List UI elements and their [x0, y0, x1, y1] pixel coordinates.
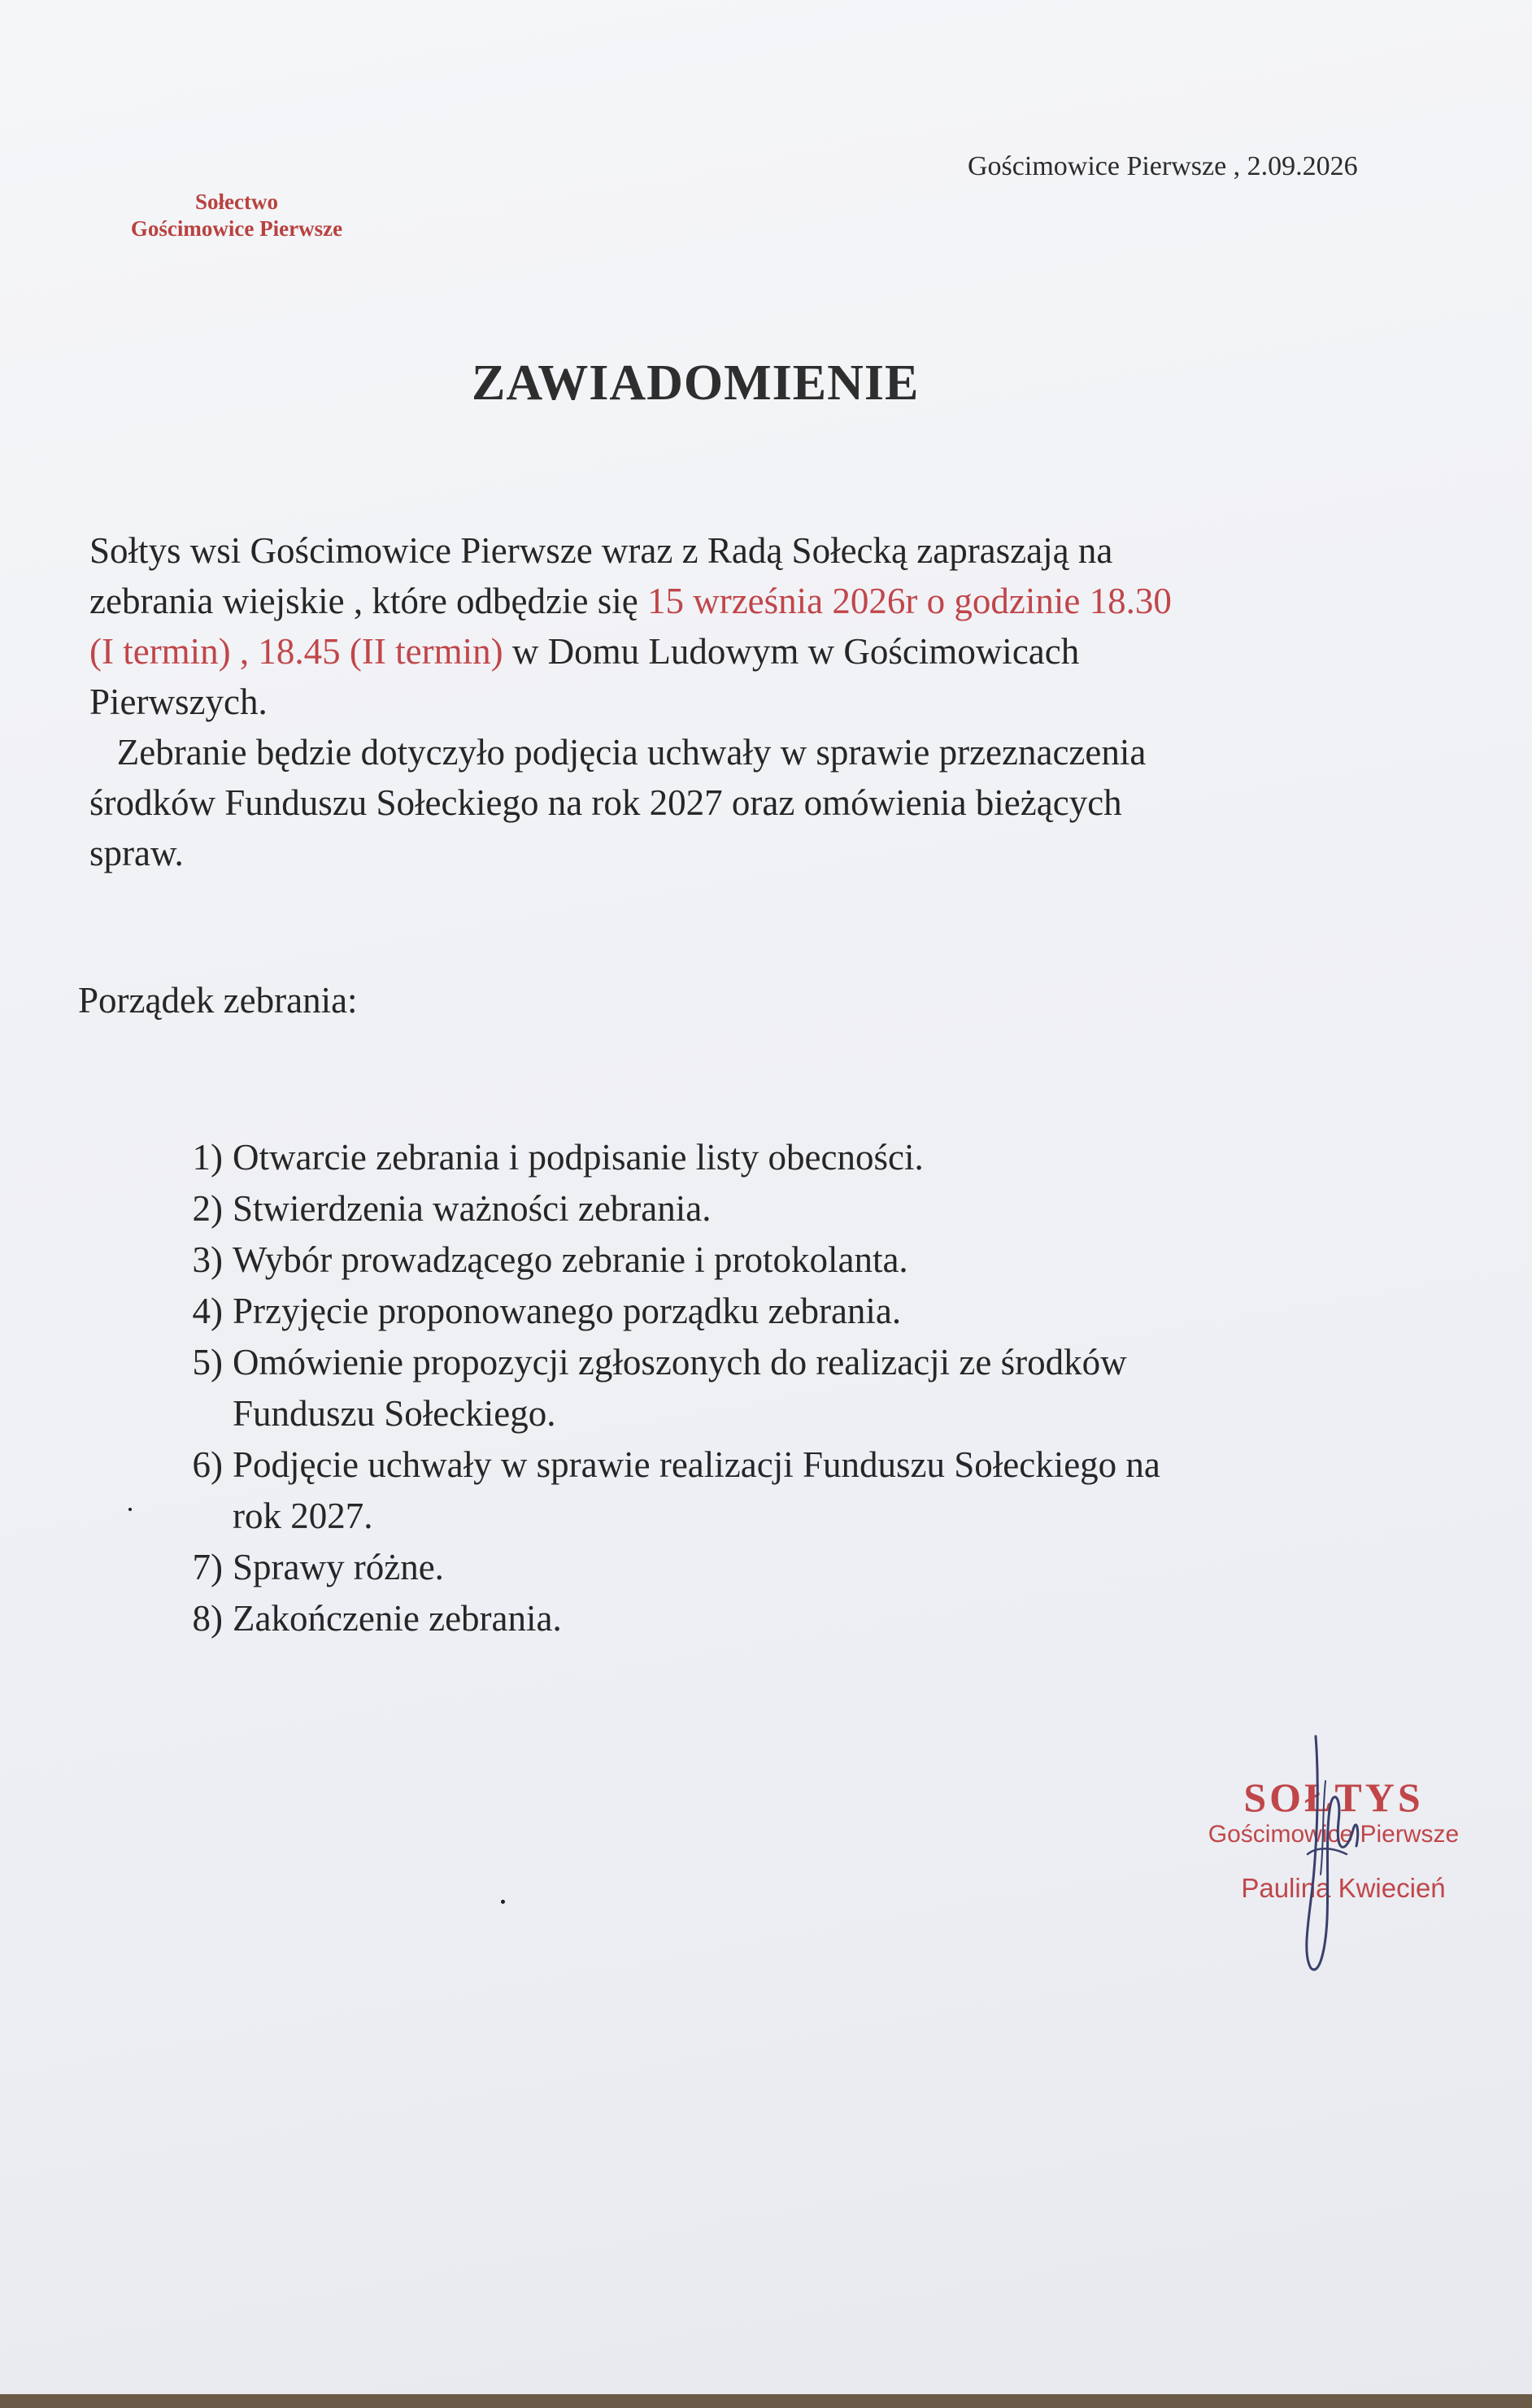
agenda-item-5: [159, 1337, 1428, 1439]
paper-speck: [501, 1900, 505, 1904]
agenda-item-1: [159, 1132, 1428, 1183]
agenda-item-7: [159, 1542, 1428, 1593]
document-title: ZAWIADOMIENIE: [472, 355, 920, 411]
meeting-date-time: 15 września 2026r o godzinie 18.30: [646, 581, 1172, 621]
background-surface: [0, 2394, 1532, 2408]
agenda-item-text: Sprawy różne.: [233, 1547, 444, 1587]
agenda-item-continuation: Funduszu Sołeckiego.: [233, 1393, 556, 1434]
body-line-6: środków Funduszu Sołeckiego na rok 2027 oraz omówienia bieżących: [89, 782, 1122, 823]
agenda-item-3: [159, 1234, 1428, 1286]
paper-speck: [128, 1508, 132, 1511]
agenda-title: Porządek zebrania:: [78, 980, 358, 1021]
body-line-2-plain: zebrania wiejskie , które odbędzie się: [89, 581, 647, 621]
agenda-item-8: [159, 1593, 1428, 1644]
agenda-item-6: [159, 1439, 1428, 1542]
stamp-place: Gościmowice Pierwsze: [1208, 1821, 1460, 1848]
agenda-item-2: [159, 1183, 1428, 1234]
agenda-item-continuation: rok 2027.: [233, 1496, 373, 1536]
agenda-list: [159, 1132, 1428, 1644]
agenda-item-text: Wybór prowadzącego zebranie i protokolanta.: [233, 1239, 908, 1280]
meeting-terms: (I termin) , 18.45 (II termin): [89, 631, 503, 672]
stamp-title: SOŁTYS: [1243, 1774, 1424, 1820]
agenda-item-number: 7): [192, 1547, 223, 1587]
agenda-item-number: 5): [192, 1342, 223, 1383]
agenda-item-number: 1): [192, 1137, 223, 1178]
agenda-item-number: 4): [192, 1291, 223, 1331]
agenda-item-text: Podjęcie uchwały w sprawie realizacji Funduszu Sołeckiego na: [233, 1444, 1160, 1485]
handwritten-signature: [1269, 1732, 1399, 1976]
agenda-item-text: Przyjęcie proponowanego porządku zebrania.: [233, 1291, 902, 1331]
agenda-item-4: [159, 1286, 1428, 1337]
stamp-name: Paulina Kwiecień: [1241, 1873, 1446, 1903]
body-line-3: [89, 626, 1423, 677]
agenda-item-text: Stwierdzenia ważności zebrania.: [233, 1188, 712, 1229]
agenda-item-text: Omówienie propozycji zgłoszonych do realizacji ze środków: [233, 1342, 1127, 1383]
agenda-item-number: 3): [192, 1239, 223, 1280]
body-line-1: Sołtys wsi Gościmowice Pierwsze wraz z Radą Sołecką zapraszają na: [89, 530, 1113, 571]
body-line-5: Zebranie będzie dotyczyło podjęcia uchwały w sprawie przeznaczenia: [89, 732, 1147, 773]
notice-body: [89, 525, 1423, 878]
agenda-item-text: Zakończenie zebrania.: [233, 1598, 562, 1639]
institution-line-2: Gościmowice Pierwsze: [130, 216, 343, 241]
meeting-venue: w Domu Ludowym w Gościmowicach: [503, 631, 1080, 672]
agenda-item-number: 2): [192, 1188, 223, 1229]
body-line-7: spraw.: [89, 833, 184, 873]
agenda-item-number: 6): [192, 1444, 223, 1485]
institution-line-1: Sołectwo: [195, 189, 278, 214]
place-date: Gościmowice Pierwsze , 2.09.2026: [968, 151, 1358, 181]
body-line-2: [89, 576, 1423, 626]
institution-header-stamp: [102, 189, 371, 242]
body-line-4: Pierwszych.: [89, 681, 268, 722]
agenda-item-text: Otwarcie zebrania i podpisanie listy obecności.: [233, 1137, 924, 1178]
agenda-item-number: 8): [192, 1598, 223, 1639]
